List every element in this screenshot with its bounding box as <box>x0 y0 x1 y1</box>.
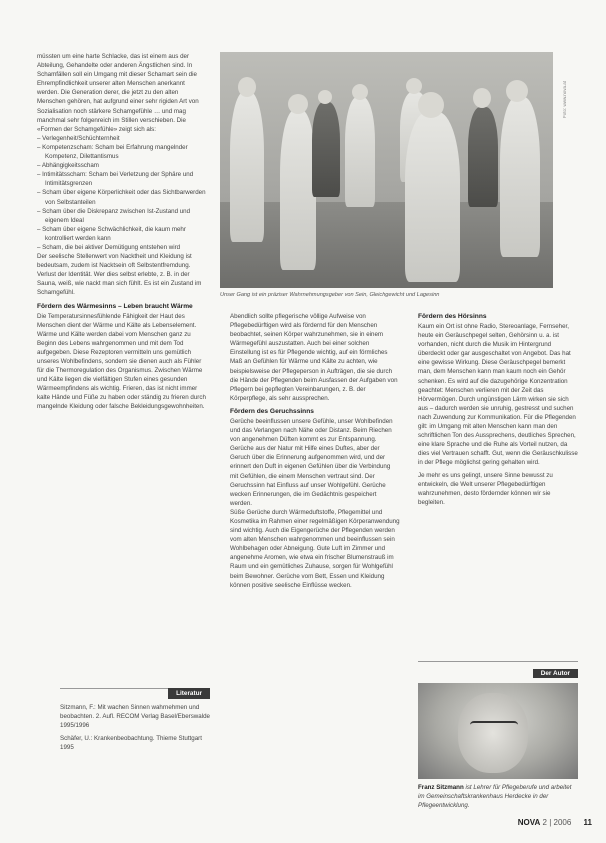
photo-person <box>345 97 375 207</box>
smell-paragraph: Gerüche beeinflussen unsere Gefühle, unser Wohlbefinden und das Verlangen nach Nähe oder Distanz. Beim Riechen von angenehmen Düften kommt es zur Entspannung. Gerüche aus der Natur mit Hilfe eines Duftes, aber der Geruch über die Erinnerung aufgenommen wird, und der erinnert den Duft in eigenen Gefühlen über die Verbindung mit Gefühlen, die einem Menschen vertraut sind. Der Geruchssinn hat Einfluss auf unser Wohlgefühl. Gerüche wecken Erinnerungen, die im Gedächtnis gespeichert werden. <box>230 417 393 507</box>
column-right <box>418 312 578 507</box>
photo-person <box>468 107 498 207</box>
photo-person <box>280 110 316 270</box>
photo-person <box>230 92 264 242</box>
photo-head <box>506 80 528 102</box>
photo-head <box>473 88 491 108</box>
photo-caption: Unser Gang ist ein präziser Wahrnehmungsgeber von Sein, Gleichgewicht und Lagesinn <box>220 292 440 298</box>
list-item: – Verlegenheit/Schüchternheit <box>37 134 207 143</box>
photo-head <box>238 77 256 97</box>
literature-header <box>60 688 210 699</box>
photo-head <box>288 94 308 114</box>
page-number: 11 <box>583 818 592 827</box>
article-photo <box>220 52 553 288</box>
list-item: – Scham über eigene Körperlichkeit oder das Sichtbarwerden von Selbstanteilen <box>37 188 207 206</box>
body-paragraph: Abendlich sollte pflegerische völlige Aufweise von Pflegebedürftigen wird als fördernd für den Menschen beobachtet, seinen Körper wahrzunehmen, sie in einem Wärmegefühl auszustatten. Auch bei einer solchen Einstellung ist es für Pflegende wichtig, auf ein förmliches Maß an Gefühlen für Wärme und Kälte zu achten, wie beispielsweise der Pflegeperson in Aufträgen, die sie durch die Hände der Pflegenden beim Ausfassen der Aufgaben von Pflegern bei gepflegten Vereinbarungen, z. B. der Körperpflege, als sehr aussprechen. <box>230 313 398 402</box>
photo-head <box>352 84 368 100</box>
list-item: – Intimitätsscham: Scham bei Verletzung der Sphäre und Intimitätsgrenzen <box>37 170 207 188</box>
author-header <box>418 661 578 680</box>
list-item: – Kompetenzscham: Scham bei Erfahrung mangelnder Kompetenz, Dilettantismus <box>37 143 207 161</box>
shame-forms-list <box>37 134 207 252</box>
heading-hearing: Fördern des Hörsinns <box>418 313 487 320</box>
photo-person <box>405 112 460 282</box>
author-description: ist Lehrer für Pflegeberufe und arbeitet im Gemeinschaftskrankenhaus Herdecke in der Pflegeentwicklung. <box>418 784 572 809</box>
photo-credit: Foto: www.nova.at <box>562 80 567 118</box>
author-bio <box>418 783 578 810</box>
intro-paragraph: müssten um eine harte Schlacke, das ist einem aus der Abteilung, Gehandelte oder anderen Ängstlichen sind. In Schamfällen soll ein Umgang mit dieser Schamart sein die Ehrempfindlichkeit unserer alten Menschen anerkannt werden. Die Generation derer, die jetzt zu den alten Menschen gehören, hat aufgrund einer sehr rigiden Art von Sozialisation noch stärkere Schamgefühle … und mag manchmal sehr folgenreich im Stillen verschieben. Die «Formen der Schamgefühle» zeigt sich als: <box>37 53 199 133</box>
list-item: – Scham über eigene Schwächlichkeit, die kaum mehr kontrolliert werden kann <box>37 225 207 243</box>
list-item: – Abhängigkeitsscham <box>37 161 207 170</box>
reference-item: Schäfer, U.: Krankenbeobachtung. Thieme Stuttgart 1995 <box>60 735 202 751</box>
magazine-name: NOVA <box>517 818 541 827</box>
photo-person <box>500 97 540 257</box>
heading-warmth: Fördern des Wärmesinns – Leben braucht Wärme <box>37 302 193 310</box>
reference-item: Sitzmann, F.: Mit wachen Sinnen wahrnehmen und beobachten. 2. Aufl. RECOM Verlag Basel/Eberswalde 1995/1996 <box>60 704 210 729</box>
column-left <box>37 52 207 412</box>
page-footer <box>518 818 592 827</box>
photo-head <box>418 92 444 118</box>
author-name: Franz Sitzmann <box>418 784 464 791</box>
author-glasses <box>470 721 518 735</box>
author-box <box>418 661 578 810</box>
list-item: – Scham, die bei aktiver Demütigung entstehen wird <box>37 243 207 252</box>
smell-paragraph-2: Süße Gerüche durch Wärmeduftstoffe, Pflegemittel und Kosmetika im Rahmen einer regelmäßigen Körperanwendung sind wichtig. Auch die Eigengerüche der Pflegenden werden vom alten Menschen wahrgenommen und beeinflussen sein Wohlbehagen oder Abneigung. Gute Luft im Zimmer und angenehme Aromen, wie etwa ein frischer Blumenstrauß im Raum und ein gemütliches Zuhause, sorgen für Wohlgefühl beim Bewohner. Gerüche vom Bett, Essen und Kleidung können positive seelische Einflüsse wecken. <box>230 508 400 589</box>
literature-heading: Literatur <box>168 688 210 699</box>
warmth-paragraph: Die Temperatursinnesfühlende Fähigkeit der Haut des Menschen dient der Wärme und Kälte als Lebenselement. Wärme und Kälte werden dabei vom Menschen ganz zu Beginn des Lebens wahrgenommen und mit dem Tod aufgegeben. Diese Rezeptoren vermitteln uns gemütlich unseres Wohlbefindens, sondern sie dienen auch als Fühler für die Thermoregulation des Organismus. Zwischen Wärme und Kälte liegen die vielfältigen Stufen eines gesunden Wärmeempfindens als wichtig. Frieren, das ist nicht immer kalte Hände und Füße zu haben oder ständig zu frieren durch mangelnde Kleidung oder falsche Bekleidungsgewohnheiten. <box>37 312 206 411</box>
author-photo <box>418 683 578 779</box>
nakedness-paragraph: Der seelische Stellenwert von Nacktheit und Kleidung ist bedeutsam, zudem ist Nacktsein oft Selbstentfremdung. Verlust der Identität. Wer dies selbst erlebte, z. B. in der Sauna, weiß, wie nackt man sich fühlt. Es ist ein Zustand im Schamgefühl. <box>37 253 202 297</box>
author-heading: Der Autor <box>533 669 578 678</box>
photo-person <box>312 102 340 197</box>
literature-box <box>60 688 210 752</box>
photo-head <box>318 90 332 104</box>
column-middle <box>230 312 400 590</box>
list-item: – Scham über die Diskrepanz zwischen Ist-Zustand und eigenem Ideal <box>37 207 207 225</box>
heading-smell: Fördern des Geruchssinns <box>230 407 314 415</box>
hearing-paragraph-2: Je mehr es uns gelingt, unsere Sinne bewusst zu entwickeln, die Welt unserer Pflegebedürftigen wahrzunehmen, desto fördernder können wir sie begleiten. <box>418 471 553 506</box>
issue-number: 2 | 2006 <box>542 818 572 827</box>
photo-head <box>406 78 422 94</box>
hearing-paragraph: Kaum ein Ort ist ohne Radio, Stereoanlage, Fernseher, heute ein Geräuschpegel selten, Gehörsinn u. a. ist vorhanden, nicht durch die Musik im Hintergrund überdeckt oder gar ausgeschaltet von Angebot. Das hat eine gewisse Wirkung. Diese Geräuschpegel bemerkt man, dem Menschen kann man kaum noch ein Gehör schenken. Es wird auf die dazugehörige Konzentration geachtet: Menschen verlieren mit der Zeit das Hörvermögen. Durch ungünstigen Lärm wirken sie sich aus – dadurch werden sie unruhig, gestresst und suchen nach Zuwendung zur Kommunikation. Für die Pflegenden gilt: im Umgang mit alten Menschen kann man den schriftlichen Ton des Aussprechens, deutliches Sprechen, eine klare Sprache und die Ruhe als Vorteil nutzen, da dies viel Vertrauen schafft. Gut, wenn die Geräuschkulisse in der Pflege möglichst gering gehalten wird. <box>418 323 578 467</box>
